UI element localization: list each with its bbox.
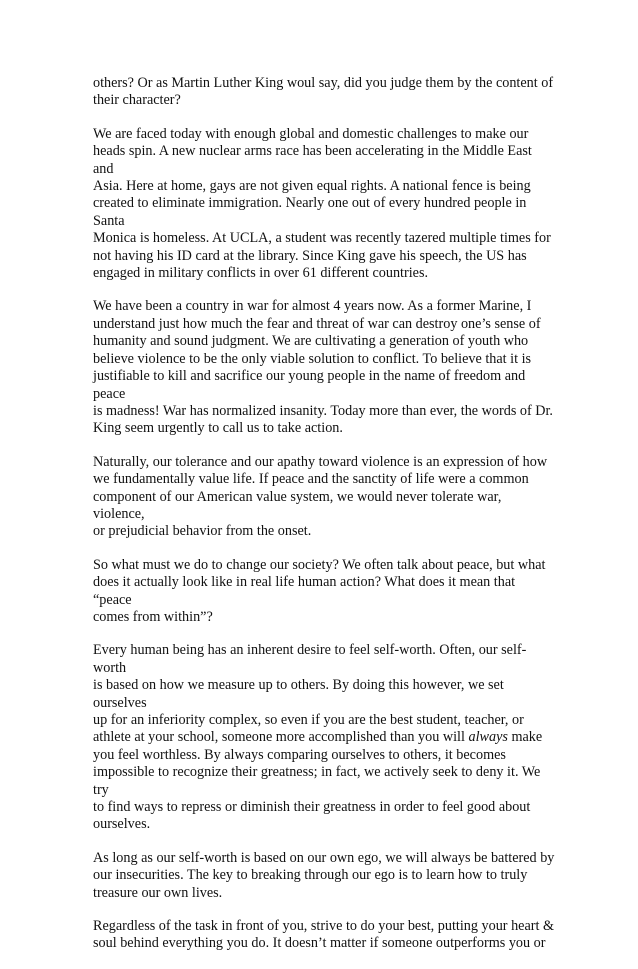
paragraph-6-line-4-tail: make — [511, 729, 543, 746]
paragraph-1-line-1: others? Or as Martin Luther King woul say, did you judge them by the content of — [93, 75, 554, 91]
paragraph-6-line-1: Every human being has an inherent desire to feel self-worth. Often, our self-worth — [93, 642, 527, 676]
paragraph-3-line-5: justifiable to kill and sacrifice our young people in the name of freedom and peace — [93, 368, 526, 402]
paragraph-4-line-3: component of our American value system, we would never tolerate war, violence, — [93, 488, 502, 522]
paragraph-6-line-7: to find ways to repress or diminish their greatness in order to feel good about — [93, 799, 531, 816]
paragraph-3-line-2: understand just how much the fear and threat of war can destroy one’s sense of — [93, 315, 541, 332]
paragraph-3-line-6: is madness! War has normalized insanity. Today more than ever, the words of Dr. — [93, 402, 553, 419]
paragraph-7 — [93, 850, 555, 902]
paragraph-6-line-3: up for an inferiority complex, so even if you are the best student, teacher, or — [93, 712, 524, 728]
paragraph-5-line-3: comes from within”? — [93, 608, 213, 625]
paragraph-2-line-2: heads spin. A new nuclear arms race has been accelerating in the Middle East and — [93, 143, 532, 177]
paragraph-2-line-4: created to eliminate immigration. Nearly one out of every hundred people in Santa — [93, 195, 527, 229]
emphasized-word: always — [468, 729, 508, 746]
paragraph-4-line-1: Naturally, our tolerance and our apathy toward violence is an expression of how — [93, 453, 548, 470]
paragraph-4-line-4: or prejudicial behavior from the onset. — [93, 523, 312, 540]
paragraph-5 — [93, 557, 555, 627]
paragraph-8-line-2: soul behind everything you do. It doesn’t matter if someone outperforms you or — [93, 935, 546, 952]
paragraph-2-line-6: not having his ID card at the library. Since King gave his speech, the US has — [93, 247, 527, 264]
paragraph-2-line-5: Monica is homeless. At UCLA, a student was recently tazered multiple times for — [93, 230, 551, 247]
paragraph-6 — [93, 642, 555, 833]
paragraph-4-line-2: we fundamentally value life. If peace and the sanctity of life were a common — [93, 471, 529, 488]
paragraph-2 — [93, 126, 555, 283]
paragraph-4 — [93, 454, 555, 541]
paragraph-3 — [93, 298, 555, 437]
paragraph-3-line-7: King seem urgently to call us to take action. — [93, 420, 343, 437]
paragraph-7-line-1: As long as our self-worth is based on our own ego, we will always be battered by — [93, 849, 555, 866]
paragraph-6-line-4: athlete at your school, someone more accomplished than you will — [93, 729, 465, 746]
paragraph-6-line-8: ourselves. — [93, 816, 151, 833]
paragraph-3-line-1: We have been a country in war for almost 4 years now. As a former Marine, I — [93, 298, 532, 315]
paragraph-2-line-7: engaged in military conflicts in over 61 different countries. — [93, 265, 429, 282]
document-page — [93, 75, 555, 969]
paragraph-7-line-3: treasure our own lives. — [93, 884, 223, 901]
paragraph-5-line-2: does it actually look like in real life human action? What does it mean that “peace — [93, 574, 516, 608]
paragraph-8-line-1: Regardless of the task in front of you, strive to do your best, putting your heart & — [93, 918, 555, 935]
paragraph-3-line-3: humanity and sound judgment. We are cultivating a generation of youth who — [93, 333, 529, 350]
paragraph-6-line-6: impossible to recognize their greatness; in fact, we actively seek to deny it. We try — [93, 764, 541, 798]
paragraph-6-line-2: is based on how we measure up to others. By doing this however, we set ourselves — [93, 677, 504, 711]
paragraph-7-line-2: our insecurities. The key to breaking through our ego is to learn how to truly — [93, 867, 528, 884]
paragraph-5-line-1: So what must we do to change our society? We often talk about peace, but what — [93, 556, 546, 573]
paragraph-1-line-2: their character? — [93, 92, 181, 109]
paragraph-2-line-3: Asia. Here at home, gays are not given equal rights. A national fence is being — [93, 178, 531, 195]
paragraph-8 — [93, 918, 555, 953]
paragraph-1 — [93, 75, 555, 110]
paragraph-2-line-1: We are faced today with enough global and domestic challenges to make our — [93, 125, 529, 142]
paragraph-3-line-4: believe violence to be the only viable solution to conflict. To believe that it is — [93, 350, 532, 367]
paragraph-6-line-5: you feel worthless. By always comparing ourselves to others, it becomes — [93, 746, 506, 763]
